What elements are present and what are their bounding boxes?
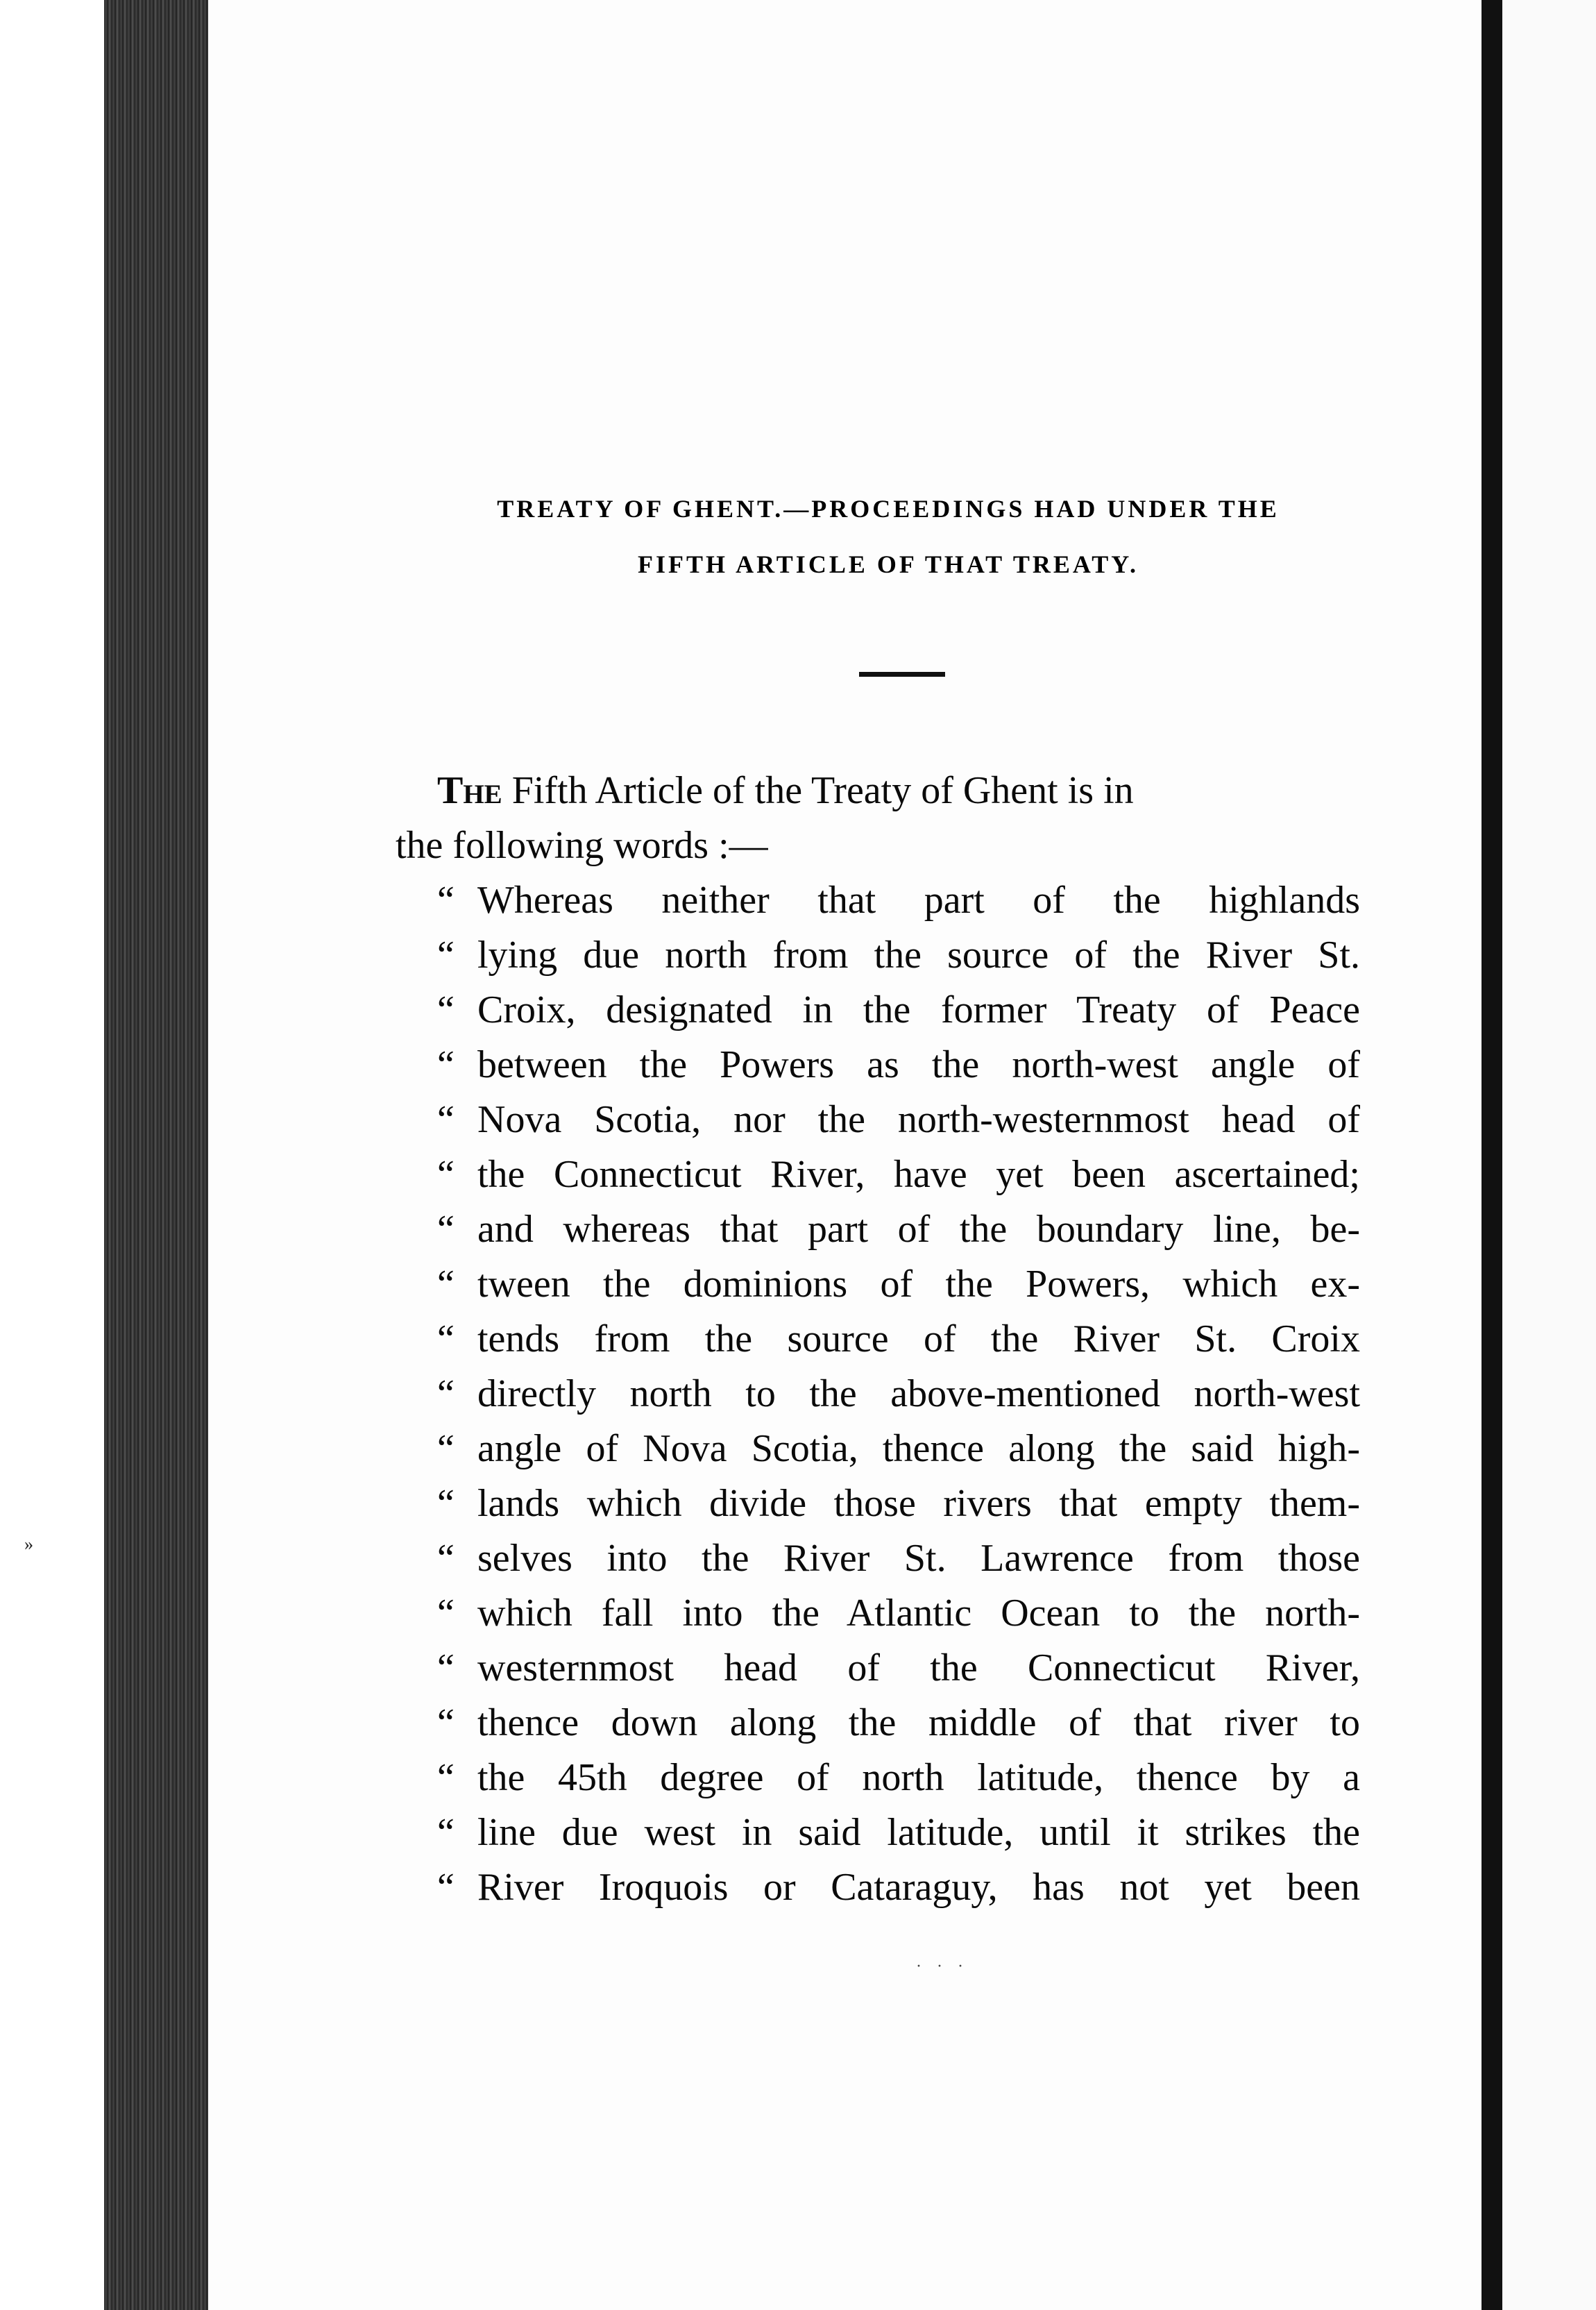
quote-mark: “ <box>437 1043 455 1086</box>
text-line <box>437 1641 1360 1696</box>
quote-mark: “ <box>437 1537 455 1580</box>
text-line <box>437 1860 1360 1915</box>
text-line <box>437 1696 1360 1751</box>
article-text <box>396 764 1360 1915</box>
quote-mark: “ <box>437 1592 455 1635</box>
margin-mark: » <box>24 1534 33 1554</box>
text-line <box>437 1038 1360 1093</box>
text-line-content: tends from the source of the River St. Croix <box>477 1317 1360 1360</box>
text-line <box>437 1805 1360 1860</box>
quote-mark: “ <box>437 1646 455 1689</box>
book-page-edges <box>104 0 208 2310</box>
text-line-content: selves into the River St. Lawrence from those <box>477 1537 1360 1580</box>
facing-page <box>1502 0 1596 2310</box>
text-line-content: which fall into the Atlantic Ocean to the north- <box>477 1592 1360 1635</box>
page-heading-line-1: TREATY OF GHENT.—PROCEEDINGS HAD UNDER THE <box>497 495 1280 523</box>
opening-word: The <box>437 769 502 812</box>
quote-mark: “ <box>437 1756 455 1799</box>
text-line-content: westernmost head of the Connecticut River, <box>477 1646 1360 1689</box>
text-line-content: the 45th degree of north latitude, thence by a <box>477 1756 1360 1799</box>
text-line-content: the following words :— <box>396 824 768 867</box>
quote-mark: “ <box>437 1482 455 1525</box>
text-line-content: line due west in said latitude, until it strikes the <box>477 1811 1360 1854</box>
quote-mark: “ <box>437 1317 455 1360</box>
text-line-content: angle of Nova Scotia, thence along the said high- <box>477 1427 1360 1470</box>
text-line-content: River Iroquois or Cataraguy, has not yet been <box>477 1866 1360 1909</box>
text-line <box>396 818 1360 873</box>
text-line <box>437 1531 1360 1586</box>
text-line-content: tween the dominions of the Powers, which ex- <box>477 1263 1360 1306</box>
text-line <box>437 1751 1360 1805</box>
text-line-content: directly north to the above-mentioned north-west <box>477 1372 1360 1415</box>
quote-mark: “ <box>437 1208 455 1251</box>
text-line-content: Whereas neither that part of the highlands <box>477 879 1360 922</box>
quote-mark: “ <box>437 879 455 922</box>
book-gutter <box>1482 0 1502 2310</box>
text-line <box>437 873 1360 928</box>
text-line <box>437 1367 1360 1422</box>
text-line-content: lying due north from the source of the River St. <box>477 934 1360 977</box>
text-line <box>437 1257 1360 1312</box>
text-line <box>437 1422 1360 1476</box>
text-line <box>437 1202 1360 1257</box>
heading-rule <box>859 672 945 677</box>
quote-mark: “ <box>437 1372 455 1415</box>
page-heading-line-2: FIFTH ARTICLE OF THAT TREATY. <box>638 550 1139 578</box>
text-line-content: Croix, designated in the former Treaty of Peace <box>477 988 1360 1031</box>
quote-mark: “ <box>437 1427 455 1470</box>
text-line <box>437 1093 1360 1147</box>
quote-mark: “ <box>437 1263 455 1306</box>
quote-mark: “ <box>437 1701 455 1744</box>
quote-mark: “ <box>437 1153 455 1196</box>
quote-mark: “ <box>437 1866 455 1909</box>
text-line-content: lands which divide those rivers that empty them- <box>477 1482 1360 1525</box>
text-line-content: Fifth Article of the Treaty of Ghent is in <box>502 769 1134 812</box>
quote-mark: “ <box>437 1098 455 1141</box>
text-line-content: and whereas that part of the boundary line, be- <box>477 1208 1360 1251</box>
text-line <box>437 764 1360 818</box>
text-line <box>437 983 1360 1038</box>
text-line <box>437 1312 1360 1367</box>
text-line <box>437 928 1360 983</box>
text-line-content: the Connecticut River, have yet been ascertained; <box>477 1153 1360 1196</box>
footer-mark: · · · <box>916 1957 969 1975</box>
text-line <box>437 1476 1360 1531</box>
text-line-content: between the Powers as the north-west angle of <box>477 1043 1360 1086</box>
quote-mark: “ <box>437 988 455 1031</box>
quote-mark: “ <box>437 934 455 977</box>
text-line-content: thence down along the middle of that river to <box>477 1701 1360 1744</box>
text-line <box>437 1586 1360 1641</box>
quote-mark: “ <box>437 1811 455 1854</box>
text-line-content: Nova Scotia, nor the north-westernmost head of <box>477 1098 1360 1141</box>
text-line <box>437 1147 1360 1202</box>
